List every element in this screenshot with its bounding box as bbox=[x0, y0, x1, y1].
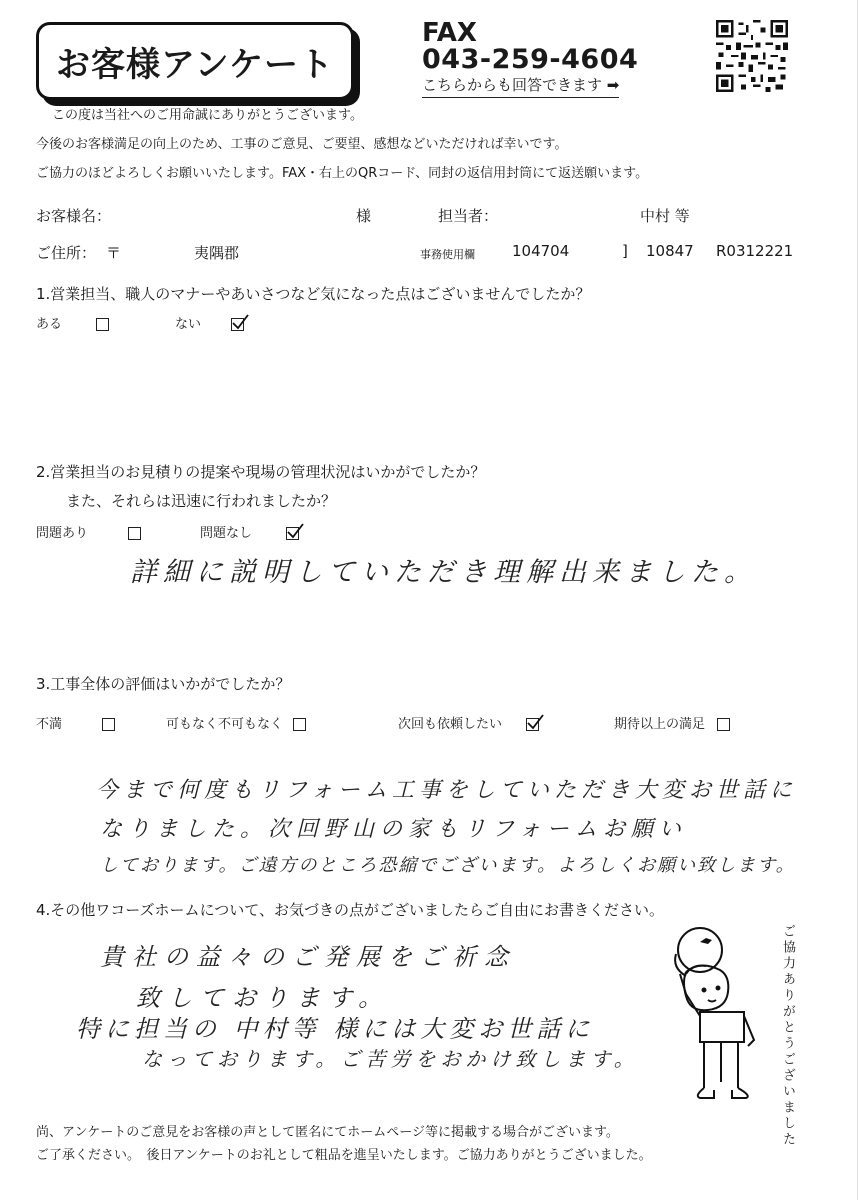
office-use-label: 事務使用欄 bbox=[420, 248, 475, 261]
footer-line-2: ご了承ください。 後日アンケートのお礼として粗品を進呈いたします。ご協力ありがとうございました。 bbox=[36, 1148, 652, 1163]
page-title: お客様アンケート bbox=[56, 44, 334, 85]
q3-opt2-label: 可もなく不可もなく bbox=[166, 717, 284, 732]
intro-line-2: 今後のお客様満足の向上のため、工事のご意見、ご要望、感想などいただければ幸いです。 bbox=[36, 137, 568, 152]
thanks-vertical-text: ご協力ありがとうございました bbox=[780, 924, 795, 1148]
q3-opt1-checkbox[interactable] bbox=[102, 718, 115, 731]
office-code-3: R0312221 bbox=[716, 242, 794, 260]
q4-answer-line-4: なっております。ご苦労をおかけ致します。 bbox=[142, 1047, 639, 1071]
address-value: 夷隅郡 bbox=[194, 244, 240, 262]
honorific: 様 bbox=[356, 207, 372, 225]
q1-opt1-label: ある bbox=[36, 317, 63, 332]
q3-answer-line-3: しております。ご遠方のところ恐縮でございます。よろしくお願い致します。 bbox=[100, 855, 796, 876]
q2-handwritten-answer: 詳細に説明していただき理解出来ました。 bbox=[130, 557, 757, 588]
q3-answer-line-2: なりました。次回野山の家もリフォームお願い bbox=[100, 817, 687, 842]
q3-option-4[interactable] bbox=[614, 713, 730, 732]
check-mark-icon bbox=[526, 714, 544, 731]
q3-option-3[interactable] bbox=[398, 713, 539, 732]
q4-answer-line-1: 貴社の益々のご発展をご祈念 bbox=[100, 943, 516, 971]
fax-label: FAX bbox=[422, 18, 477, 48]
intro-line-1: この度は当社へのご用命誠にありがとうございます。 bbox=[52, 108, 363, 123]
customer-name-label: お客様名： bbox=[36, 207, 112, 225]
q4-answer-line-3: 特に担当の 中村等 様には大変お世話に bbox=[76, 1015, 595, 1043]
q2-opt2-label: 問題なし bbox=[200, 526, 253, 541]
q3-opt4-label: 期待以上の満足 bbox=[614, 717, 706, 732]
staff-label: 担当者： bbox=[438, 207, 499, 225]
q1-opt2-checkbox[interactable] bbox=[231, 318, 244, 331]
q3-question: 3.工事全体の評価はいかがでしたか？ bbox=[36, 675, 291, 693]
q1-option-nai[interactable] bbox=[175, 313, 244, 332]
q3-opt2-checkbox[interactable] bbox=[293, 718, 306, 731]
fax-note: こちらからも回答できます ➡ bbox=[422, 74, 619, 98]
q1-question: 1.営業担当、職人のマナーやあいさつなど気になった点はございませんでしたか？ bbox=[36, 285, 591, 303]
qr-code-icon[interactable] bbox=[716, 20, 788, 92]
q3-opt4-checkbox[interactable] bbox=[717, 718, 730, 731]
title-box bbox=[36, 22, 354, 100]
address-label: ご住所： bbox=[36, 244, 97, 262]
q2-opt2-checkbox[interactable] bbox=[286, 527, 299, 540]
q1-option-aru[interactable] bbox=[36, 313, 109, 332]
q2-opt1-label: 問題あり bbox=[36, 526, 89, 541]
mascot-illustration-icon bbox=[664, 924, 772, 1110]
q3-option-1[interactable] bbox=[36, 713, 115, 732]
q4-question: 4.その他ワコーズホームについて、お気づきの点がございましたらご自由にお書きください。 bbox=[36, 901, 664, 919]
staff-name: 中村 等 bbox=[640, 207, 690, 225]
q2-opt1-checkbox[interactable] bbox=[128, 527, 141, 540]
office-code-2: 10847 bbox=[646, 242, 694, 260]
check-mark-icon bbox=[286, 523, 304, 540]
postal-mark: 〒 bbox=[106, 244, 122, 262]
q2-option-no-issue[interactable] bbox=[200, 522, 299, 541]
q3-opt3-label: 次回も依頼したい bbox=[398, 717, 503, 732]
office-code-1: 104704 bbox=[512, 242, 570, 260]
check-mark-icon bbox=[231, 314, 249, 331]
q2-question: 2.営業担当のお見積りの提案や現場の管理状況はいかがでしたか？ bbox=[36, 463, 486, 481]
q3-answer-line-1: 今まで何度もリフォーム工事をしていただき大変お世話に bbox=[96, 778, 797, 803]
q2-question-2: また、それらは迅速に行われましたか？ bbox=[66, 492, 337, 510]
q1-opt1-checkbox[interactable] bbox=[96, 318, 109, 331]
q3-option-2[interactable] bbox=[166, 713, 306, 732]
fax-number: 043-259-4604 bbox=[422, 44, 639, 75]
footer-line-1: 尚、アンケートのご意見をお客様の声として匿名にてホームページ等に掲載する場合がございます。 bbox=[36, 1125, 619, 1140]
intro-line-3: ご協力のほどよろしくお願いいたします。FAX・右上のQRコード、同封の返信用封筒にて返送願います。 bbox=[36, 166, 649, 181]
q1-opt2-label: ない bbox=[175, 317, 202, 332]
q2-option-issue[interactable] bbox=[36, 522, 141, 541]
q3-opt1-label: 不満 bbox=[36, 717, 63, 732]
q4-answer-line-2: 致しております。 bbox=[136, 984, 391, 1012]
q3-opt3-checkbox[interactable] bbox=[526, 718, 539, 731]
office-bracket: ] bbox=[622, 242, 628, 260]
